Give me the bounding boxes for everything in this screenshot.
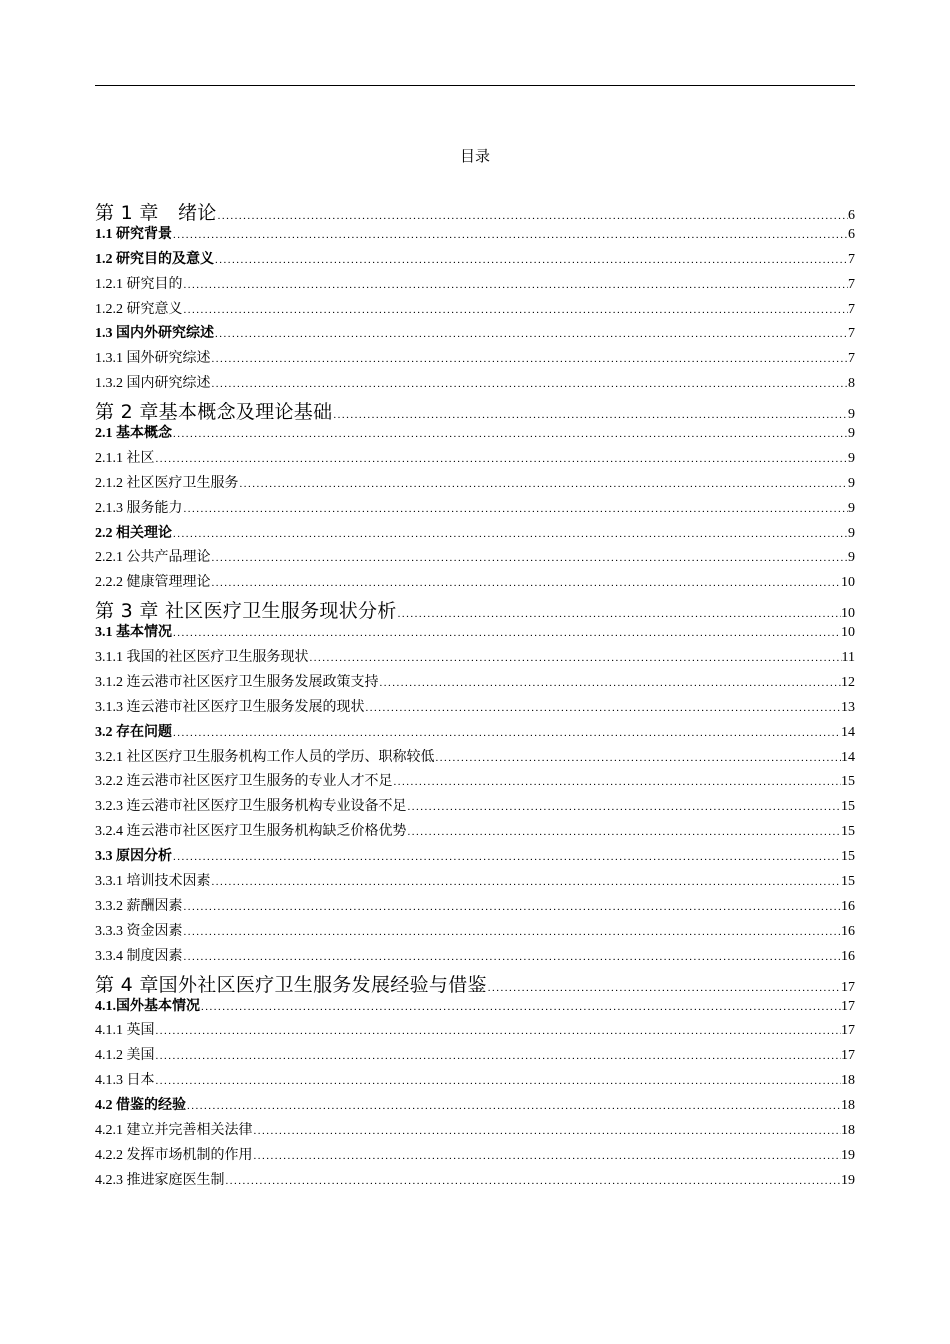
- toc-entry-label: 第 3 章 社区医疗卫生服务现状分析: [95, 600, 397, 622]
- toc-entry-label: 第 2 章基本概念及理论基础: [95, 401, 333, 423]
- toc-dot-leader: [211, 353, 849, 365]
- toc-entry-label: 2.1 基本概念: [95, 426, 172, 442]
- toc-entry-subsection[interactable]: [95, 298, 855, 323]
- toc-entry-page-number: 16: [841, 948, 855, 964]
- toc-entry-section[interactable]: [95, 248, 855, 273]
- toc-entry-label: 第 4 章国外社区医疗卫生服务发展经验与借鉴: [95, 973, 487, 995]
- toc-entry-label: 4.1.3 日本: [95, 1073, 155, 1089]
- toc-entry-page-number: 15: [841, 799, 855, 815]
- toc-dot-leader: [393, 776, 842, 788]
- toc-entry-subsection[interactable]: [95, 1144, 855, 1169]
- toc-entry-label: 4.2 借鉴的经验: [95, 1098, 186, 1114]
- toc-entry-label: 1.3.2 国内研究综述: [95, 376, 211, 392]
- toc-entry-page-number: 10: [841, 625, 855, 641]
- toc-entry-label: 3.1.2 连云港市社区医疗卫生服务发展政策支持: [95, 674, 379, 690]
- toc-entry-label: 3.3 原因分析: [95, 849, 172, 865]
- toc-entry-section[interactable]: [95, 845, 855, 870]
- toc-entry-page-number: 12: [841, 674, 855, 690]
- toc-dot-leader: [407, 801, 842, 813]
- toc-dot-leader: [253, 1150, 842, 1162]
- toc-entry-page-number: 9: [848, 426, 855, 442]
- toc-entry-label: 3.1 基本情况: [95, 625, 172, 641]
- toc-dot-leader: [217, 210, 848, 222]
- toc-entry-label: 2.1.1 社区: [95, 450, 155, 466]
- toc-entry-label: 3.2.2 连云港市社区医疗卫生服务的专业人才不足: [95, 774, 393, 790]
- toc-dot-leader: [172, 229, 848, 241]
- toc-entry-section[interactable]: [95, 322, 855, 347]
- toc-entry-subsection[interactable]: [95, 1069, 855, 1094]
- toc-entry-page-number: 9: [848, 550, 855, 566]
- toc-entry-subsection[interactable]: [95, 746, 855, 771]
- toc-entry-page-number: 7: [848, 301, 855, 317]
- toc-dot-leader: [365, 702, 842, 714]
- toc-entry-label: 3.1.3 连云港市社区医疗卫生服务发展的现状: [95, 699, 365, 715]
- toc-entry-page-number: 18: [841, 1098, 855, 1114]
- toc-entry-subsection[interactable]: [95, 795, 855, 820]
- toc-entry-subsection[interactable]: [95, 372, 855, 397]
- toc-entry-page-number: 9: [848, 450, 855, 466]
- toc-entry-section[interactable]: [95, 721, 855, 746]
- toc-entry-label: 3.3.2 薪酬因素: [95, 898, 183, 914]
- toc-entry-label: 4.2.3 推进家庭医生制: [95, 1172, 225, 1188]
- toc-dot-leader: [183, 279, 849, 291]
- toc-entry-subsection[interactable]: [95, 671, 855, 696]
- toc-entry-subsection[interactable]: [95, 920, 855, 945]
- toc-entry-label: 2.1.2 社区医疗卫生服务: [95, 475, 239, 491]
- toc-entry-subsection[interactable]: [95, 646, 855, 671]
- toc-dot-leader: [155, 1075, 842, 1087]
- toc-entry-subsection[interactable]: [95, 472, 855, 497]
- toc-entry-page-number: 15: [841, 824, 855, 840]
- toc-dot-leader: [379, 677, 842, 689]
- toc-dot-leader: [211, 577, 842, 589]
- toc-entry-page-number: 17: [841, 998, 855, 1014]
- toc-entry-label: 2.2.1 公共产品理论: [95, 550, 211, 566]
- toc-entry-page-number: 19: [841, 1147, 855, 1163]
- toc-entry-subsection[interactable]: [95, 895, 855, 920]
- toc-entry-subsection[interactable]: [95, 945, 855, 970]
- toc-dot-leader: [200, 1001, 841, 1013]
- toc-entry-subsection[interactable]: [95, 696, 855, 721]
- toc-entry-page-number: 7: [848, 351, 855, 367]
- toc-entry-label: 第 1 章 绪论: [95, 202, 217, 223]
- toc-entry-page-number: 9: [848, 407, 855, 423]
- toc-dot-leader: [172, 428, 848, 440]
- toc-dot-leader: [211, 876, 842, 888]
- toc-entry-label: 3.2.3 连云港市社区医疗卫生服务机构专业设备不足: [95, 799, 407, 815]
- toc-entry-subsection[interactable]: [95, 1044, 855, 1069]
- toc-entry-section[interactable]: [95, 522, 855, 547]
- toc-entry-page-number: 7: [848, 276, 855, 292]
- toc-entry-label: 2.2 相关理论: [95, 525, 172, 541]
- toc-entry-subsection[interactable]: [95, 770, 855, 795]
- toc-entry-subsection[interactable]: [95, 1119, 855, 1144]
- toc-entry-subsection[interactable]: [95, 870, 855, 895]
- toc-entry-chapter[interactable]: [95, 970, 855, 995]
- toc-entry-page-number: 11: [841, 650, 855, 666]
- toc-entry-chapter[interactable]: [95, 596, 855, 621]
- toc-dot-leader: [186, 1100, 841, 1112]
- toc-dot-leader: [172, 627, 841, 639]
- toc-entry-label: 4.1.2 美国: [95, 1048, 155, 1064]
- toc-dot-leader: [211, 378, 849, 390]
- toc-entry-page-number: 17: [841, 1048, 855, 1064]
- toc-dot-leader: [253, 1125, 842, 1137]
- toc-entry-page-number: 16: [841, 923, 855, 939]
- toc-entry-page-number: 17: [841, 979, 855, 995]
- toc-entry-label: 1.2 研究目的及意义: [95, 251, 214, 267]
- toc-entry-subsection[interactable]: [95, 1169, 855, 1194]
- toc-entry-page-number: 6: [848, 226, 855, 242]
- toc-dot-leader: [407, 826, 842, 838]
- toc-entry-subsection[interactable]: [95, 273, 855, 298]
- toc-entry-section[interactable]: [95, 1094, 855, 1119]
- toc-dot-leader: [214, 254, 848, 266]
- toc-entry-page-number: 15: [841, 849, 855, 865]
- toc-dot-leader: [172, 727, 841, 739]
- toc-entry-chapter[interactable]: [95, 198, 855, 223]
- toc-dot-leader: [309, 652, 842, 664]
- toc-entry-page-number: 9: [848, 500, 855, 516]
- toc-dot-leader: [332, 409, 848, 421]
- toc-dot-leader: [155, 1050, 842, 1062]
- toc-dot-leader: [155, 1025, 842, 1037]
- toc-entry-label: 3.2.1 社区医疗卫生服务机构工作人员的学历、职称较低: [95, 749, 435, 765]
- table-of-contents: [95, 198, 855, 1194]
- toc-dot-leader: [211, 552, 849, 564]
- toc-entry-section[interactable]: [95, 422, 855, 447]
- toc-entry-page-number: 13: [841, 699, 855, 715]
- toc-entry-page-number: 10: [841, 606, 855, 622]
- toc-entry-section[interactable]: [95, 621, 855, 646]
- toc-entry-page-number: 7: [848, 326, 855, 342]
- header-rule: [95, 85, 855, 86]
- toc-entry-subsection[interactable]: [95, 347, 855, 372]
- toc-entry-page-number: 16: [841, 898, 855, 914]
- toc-entry-section[interactable]: [95, 223, 855, 248]
- toc-entry-page-number: 18: [841, 1122, 855, 1138]
- toc-entry-label: 3.2 存在问题: [95, 724, 172, 740]
- toc-dot-leader: [183, 926, 842, 938]
- toc-entry-page-number: 8: [848, 376, 855, 392]
- toc-entry-page-number: 15: [841, 874, 855, 890]
- toc-entry-page-number: 17: [841, 1023, 855, 1039]
- toc-entry-label: 1.2.2 研究意义: [95, 301, 183, 317]
- toc-dot-leader: [487, 982, 841, 994]
- toc-entry-subsection[interactable]: [95, 1019, 855, 1044]
- toc-dot-leader: [172, 528, 848, 540]
- toc-dot-leader: [214, 328, 848, 340]
- toc-entry-label: 4.2.2 发挥市场机制的作用: [95, 1147, 253, 1163]
- toc-entry-page-number: 9: [848, 525, 855, 541]
- toc-entry-label: 2.2.2 健康管理理论: [95, 575, 211, 591]
- toc-dot-leader: [435, 752, 842, 764]
- toc-entry-label: 3.1.1 我国的社区医疗卫生服务现状: [95, 650, 309, 666]
- toc-dot-leader: [155, 453, 849, 465]
- toc-entry-subsection[interactable]: [95, 571, 855, 596]
- toc-entry-label: 1.1 研究背景: [95, 226, 172, 242]
- toc-entry-label: 1.2.1 研究目的: [95, 276, 183, 292]
- toc-entry-label: 3.2.4 连云港市社区医疗卫生服务机构缺乏价格优势: [95, 824, 407, 840]
- toc-entry-chapter[interactable]: [95, 397, 855, 422]
- toc-entry-label: 4.2.1 建立并完善相关法律: [95, 1122, 253, 1138]
- toc-entry-page-number: 7: [848, 251, 855, 267]
- toc-entry-label: 2.1.3 服务能力: [95, 500, 183, 516]
- toc-entry-page-number: 6: [848, 208, 855, 223]
- toc-entry-label: 4.1.国外基本情况: [95, 998, 200, 1014]
- toc-entry-subsection[interactable]: [95, 820, 855, 845]
- toc-entry-page-number: 15: [841, 774, 855, 790]
- toc-entry-label: 4.1.1 英国: [95, 1023, 155, 1039]
- toc-entry-label: 3.3.1 培训技术因素: [95, 874, 211, 890]
- toc-dot-leader: [183, 951, 842, 963]
- toc-dot-leader: [239, 478, 849, 490]
- toc-entry-label: 3.3.3 资金因素: [95, 923, 183, 939]
- toc-entry-subsection[interactable]: [95, 447, 855, 472]
- toc-title: 目录: [459, 149, 490, 165]
- toc-entry-page-number: 10: [841, 575, 855, 591]
- toc-dot-leader: [183, 503, 849, 515]
- toc-entry-page-number: 19: [841, 1172, 855, 1188]
- toc-dot-leader: [183, 304, 849, 316]
- toc-entry-section[interactable]: [95, 995, 855, 1020]
- toc-dot-leader: [225, 1175, 842, 1187]
- toc-dot-leader: [397, 608, 841, 620]
- toc-entry-subsection[interactable]: [95, 546, 855, 571]
- toc-entry-page-number: 9: [848, 475, 855, 491]
- toc-entry-label: 3.3.4 制度因素: [95, 948, 183, 964]
- toc-dot-leader: [172, 851, 841, 863]
- toc-entry-page-number: 14: [841, 749, 855, 765]
- toc-entry-label: 1.3 国内外研究综述: [95, 326, 214, 342]
- toc-entry-page-number: 18: [841, 1073, 855, 1089]
- toc-entry-page-number: 14: [841, 724, 855, 740]
- toc-entry-subsection[interactable]: [95, 497, 855, 522]
- toc-entry-label: 1.3.1 国外研究综述: [95, 351, 211, 367]
- toc-dot-leader: [183, 901, 842, 913]
